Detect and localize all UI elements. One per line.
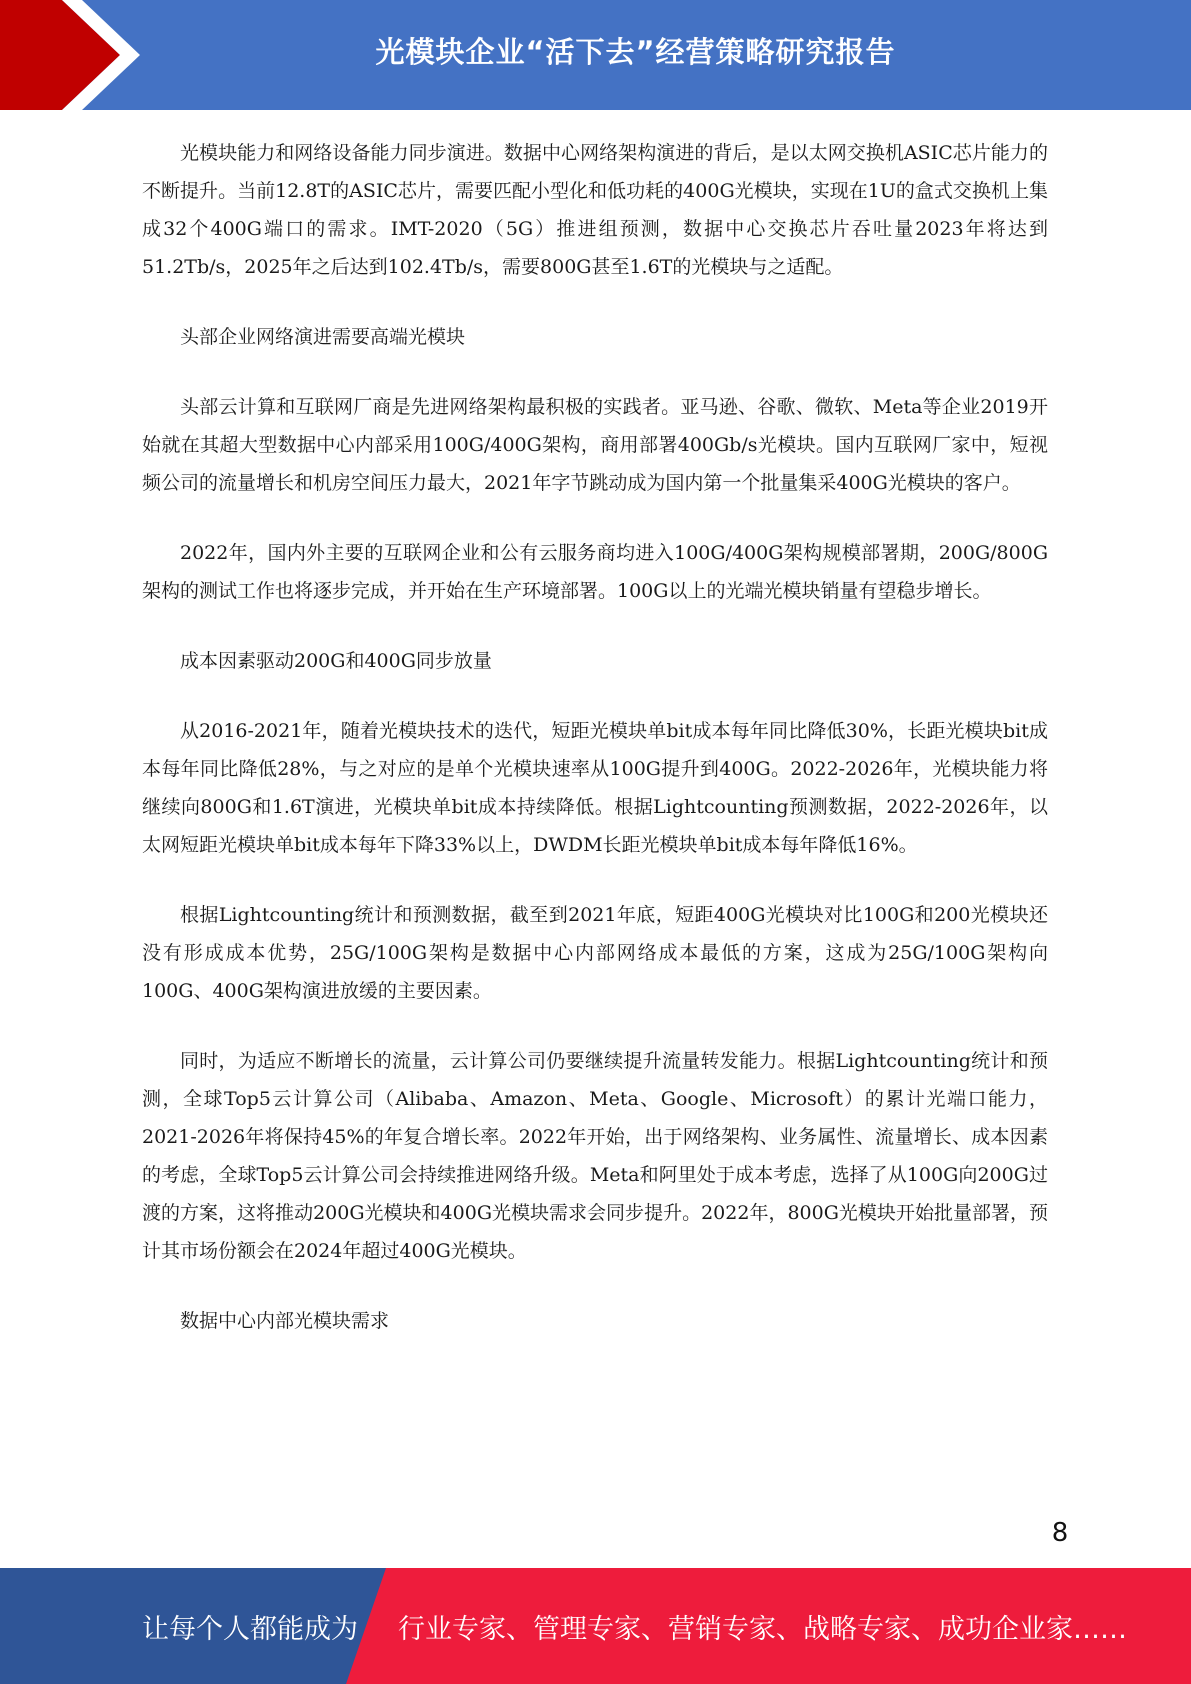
page-number: 8	[1051, 1518, 1069, 1548]
section-subheading: 成本因素驱动200G和400G同步放量	[180, 650, 492, 672]
paragraph: 同时，为适应不断增长的流量，云计算公司仍要继续提升流量转发能力。根据Lightcounting统计和预测，全球Top5云计算公司（Alibaba、Amazon、Meta、Google、Microsoft）的累计光端口能力，2021-2026年将保持45%的年复合增长率。2022年开始，出于网络架构、业务属性、流量增长、成本因素的考虑，全球Top5云计算公司会持续推进网络升级。Meta和阿里处于成本考虑，选择了从100G向200G过渡的方案，这将推动200G光模块和400G光模块需求会同步提升。2022年，800G光模块开始批量部署，预计其市场份额会在2024年超过400G光模块。	[142, 1050, 1048, 1262]
paragraph: 从2016-2021年，随着光模块技术的迭代，短距光模块单bit成本每年同比降低30%，长距光模块bit成本每年同比降低28%，与之对应的是单个光模块速率从100G提升到400G。2022-2026年，光模块能力将继续向800G和1.6T演进，光模块单bit成本持续降低。根据Lightcounting预测数据，2022-2026年，以太网短距光模块单bit成本每年下降33%以上，DWDM长距光模块单bit成本每年降低16%。	[142, 720, 1048, 856]
section-subheading: 头部企业网络演进需要高端光模块	[180, 326, 466, 348]
report-title: 光模块企业“活下去”经营策略研究报告	[375, 34, 896, 69]
footer-slogan-left: 让每个人都能成为	[142, 1613, 358, 1645]
paragraph: 光模块能力和网络设备能力同步演进。数据中心网络架构演进的背后，是以太网交换机ASIC芯片能力的不断提升。当前12.8T的ASIC芯片，需要匹配小型化和低功耗的400G光模块，实现在1U的盒式交换机上集成32个400G端口的需求。IMT-2020（5G）推进组预测，数据中心交换芯片吞吐量2023年将达到51.2Tb/s，2025年之后达到102.4Tb/s，需要800G甚至1.6T的光模块与之适配。	[142, 142, 1048, 278]
footer-slogan-right: 行业专家、管理专家、营销专家、战略专家、成功企业家……	[398, 1613, 1127, 1645]
paragraph: 根据Lightcounting统计和预测数据，截至到2021年底，短距400G光模块对比100G和200光模块还没有形成成本优势，25G/100G架构是数据中心内部网络成本最低的方案，这成为25G/100G架构向100G、400G架构演进放缓的主要因素。	[142, 904, 1048, 1002]
page-footer	[0, 1568, 1191, 1684]
document-body	[142, 134, 1048, 1372]
paragraph: 头部云计算和互联网厂商是先进网络架构最积极的实践者。亚马逊、谷歌、微软、Meta等企业2019开始就在其超大型数据中心内部采用100G/400G架构，商用部署400Gb/s光模块。国内互联网厂家中，短视频公司的流量增长和机房空间压力最大，2021年字节跳动成为国内第一个批量集采400G光模块的客户。	[142, 396, 1048, 494]
section-subheading: 数据中心内部光模块需求	[180, 1310, 390, 1332]
page-header	[0, 0, 1191, 110]
paragraph: 2022年，国内外主要的互联网企业和公有云服务商均进入100G/400G架构规模部署期，200G/800G架构的测试工作也将逐步完成，并开始在生产环境部署。100G以上的光端光模块销量有望稳步增长。	[142, 542, 1048, 602]
